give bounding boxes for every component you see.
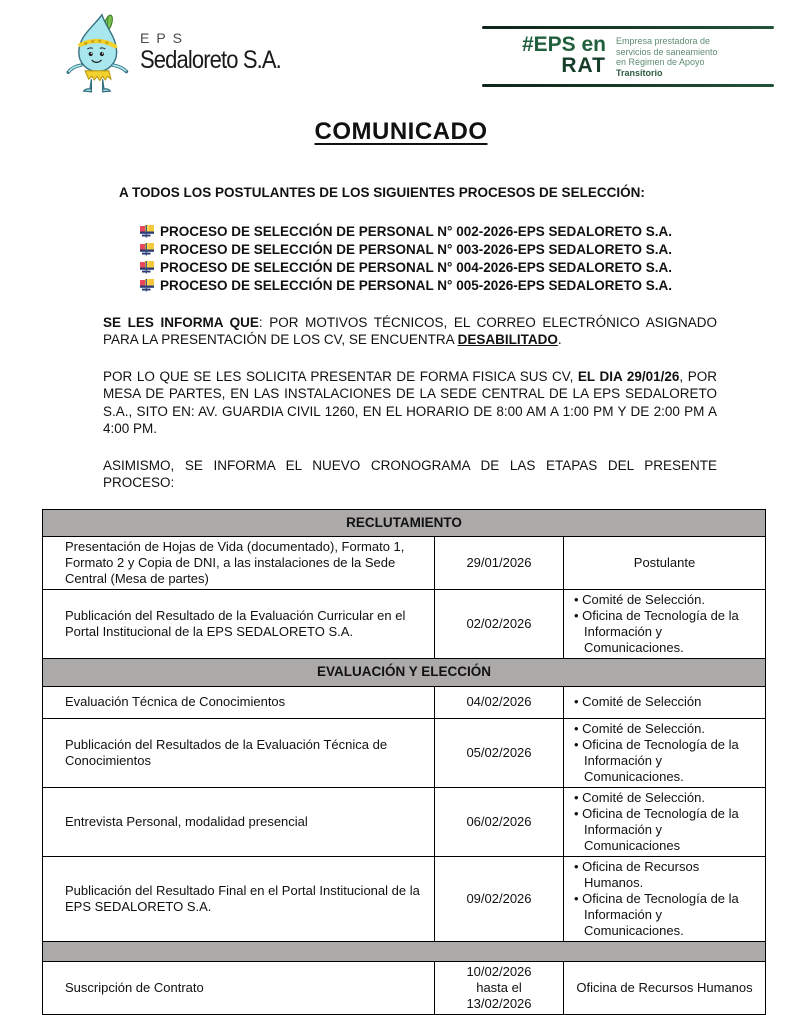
date-cell: 06/02/2026	[435, 787, 564, 856]
process-label: PROCESO DE SELECCIÓN DE PERSONAL N° 002-2026-EPS SEDALORETO S.A.	[160, 223, 673, 239]
process-list-item	[140, 241, 717, 259]
document-body	[65, 184, 753, 1015]
logo-eps-label: EPS	[140, 30, 190, 46]
responsible-cell: • Comité de Selección. • Oficina de Tecnología de la Información y Comunicaciones.	[564, 589, 766, 658]
process-list-item	[140, 259, 717, 277]
date-cell: 02/02/2026	[435, 589, 564, 658]
table-row	[43, 536, 766, 589]
responsible-cell: • Comité de Selección. • Oficina de Tecnología de la Información y Comunicaciones	[564, 787, 766, 856]
activity-cell: Publicación del Resultado Final en el Portal Institucional de la EPS SEDALORETO S.A.	[43, 856, 435, 941]
document-header	[0, 0, 802, 92]
process-list-item	[140, 277, 717, 295]
responsible-cell: Postulante	[564, 536, 766, 589]
table-row	[43, 686, 766, 718]
activity-cell: Suscripción de Contrato	[43, 961, 435, 1014]
process-flag-icon	[140, 243, 155, 256]
date-cell: 04/02/2026	[435, 686, 564, 718]
activity-cell: Publicación del Resultado de la Evaluación Curricular en el Portal Institucional de la EPS SEDALORETO S.A.	[43, 589, 435, 658]
page-title: COMUNICADO	[314, 118, 488, 145]
table-section-row	[43, 658, 766, 686]
section-header-cell	[43, 941, 766, 961]
responsible-cell: Oficina de Recursos Humanos	[564, 961, 766, 1014]
paragraph-physical-submission: POR LO QUE SE LES SOLICITA PRESENTAR DE FORMA FISICA SUS CV, EL DIA 29/01/26, POR MESA DE PARTES, EN LAS INSTALACIONES DE LA SEDE CENTRAL DE LA EPS SEDALORETO S.A., SITO EN: AV. GUARDIA CIVIL 1260, EN EL HORARIO DE 8:00 AM A 1:00 PM Y DE 2:00 PM A 4:00 PM.	[103, 368, 717, 436]
table-section-row	[43, 941, 766, 961]
activity-cell: Evaluación Técnica de Conocimientos	[43, 686, 435, 718]
process-flag-icon	[140, 279, 155, 292]
date-cell: 29/01/2026	[435, 536, 564, 589]
process-label: PROCESO DE SELECCIÓN DE PERSONAL N° 003-2026-EPS SEDALORETO S.A.	[160, 241, 673, 257]
table-row	[43, 787, 766, 856]
date-cell: 05/02/2026	[435, 718, 564, 787]
activity-cell: Publicación del Resultados de la Evaluación Técnica de Conocimientos	[43, 718, 435, 787]
process-flag-icon	[140, 261, 155, 274]
process-label: PROCESO DE SELECCIÓN DE PERSONAL N° 005-2026-EPS SEDALORETO S.A.	[160, 277, 673, 293]
activity-cell: Presentación de Hojas de Vida (documentado), Formato 1, Formato 2 y Copia de DNI, a las instalaciones de la Sede Central (Mesa de partes)	[43, 536, 435, 589]
table-row	[43, 718, 766, 787]
logo-bottom-rule	[482, 84, 774, 87]
process-flag-icon	[140, 225, 155, 238]
process-list	[140, 223, 717, 295]
responsible-cell: • Oficina de Recursos Humanos. • Oficina de Tecnología de la Información y Comunicaciones.	[564, 856, 766, 941]
date-cell: 10/02/2026 hasta el 13/02/2026	[435, 961, 564, 1014]
schedule-table-body	[43, 509, 766, 1014]
table-section-row	[43, 509, 766, 536]
table-row	[43, 856, 766, 941]
sedaloreto-logo	[58, 12, 300, 96]
process-label: PROCESO DE SELECCIÓN DE PERSONAL N° 004-2026-EPS SEDALORETO S.A.	[160, 259, 673, 275]
date-cell: 09/02/2026	[435, 856, 564, 941]
paragraph-new-schedule: ASIMISMO, SE INFORMA EL NUEVO CRONOGRAMA DE LAS ETAPAS DEL PRESENTE PROCESO:	[103, 457, 717, 490]
paragraph-technical-notice: SE LES INFORMA QUE: POR MOTIVOS TÉCNICOS, EL CORREO ELECTRÓNICO ASIGNADO PARA LA PRESENTACIÓN DE LOS CV, SE ENCUENTRA DESABILITADO.	[103, 314, 717, 347]
process-list-item	[140, 223, 717, 241]
logo-text	[140, 30, 300, 75]
schedule-table	[42, 509, 766, 1015]
activity-cell: Entrevista Personal, modalidad presencial	[43, 787, 435, 856]
intro-line: A TODOS LOS POSTULANTES DE LOS SIGUIENTES PROCESOS DE SELECCIÓN:	[119, 185, 645, 200]
water-drop-mascot-icon	[58, 12, 136, 96]
responsible-cell: • Comité de Selección	[564, 686, 766, 718]
table-row	[43, 589, 766, 658]
eps-en-rat-logo	[482, 26, 774, 87]
logo-description: Empresa prestadora de servicios de saneamiento en Régimen de Apoyo Transitorio	[616, 36, 718, 78]
logo-company-name: Sedaloreto S.A.	[140, 46, 281, 74]
eps-en-rat-wordmark: #EPS en RAT	[521, 33, 606, 77]
section-header-cell: RECLUTAMIENTO	[43, 509, 766, 536]
responsible-cell: • Comité de Selección. • Oficina de Tecnología de la Información y Comunicaciones.	[564, 718, 766, 787]
section-header-cell: EVALUACIÓN Y ELECCIÓN	[43, 658, 766, 686]
